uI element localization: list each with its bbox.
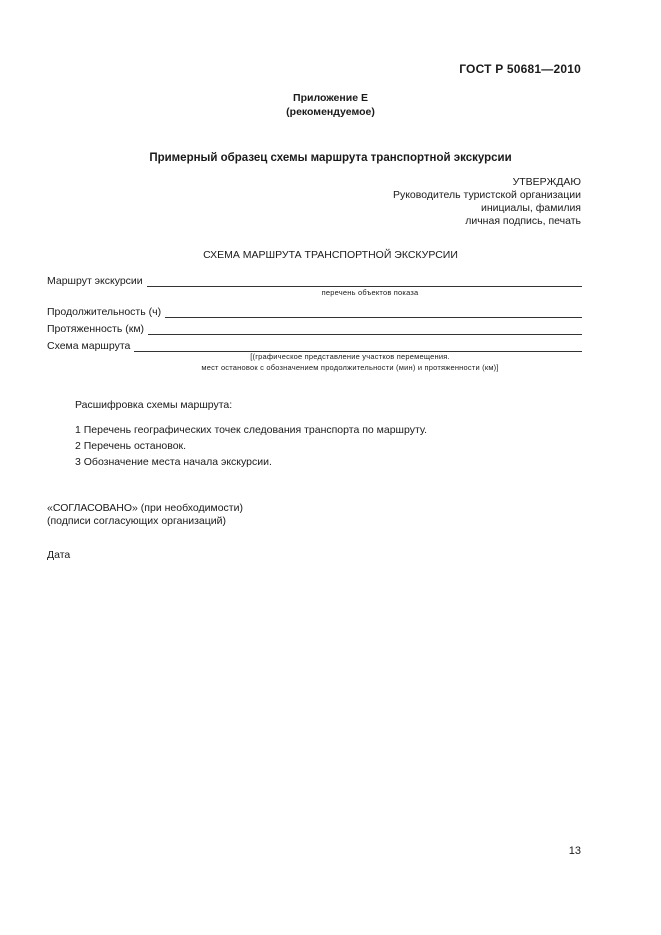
- length-field: [47, 321, 582, 335]
- agreement-line2: (подписи согласующих организаций): [47, 515, 226, 527]
- approval-position: Руководитель туристской организации: [392, 189, 581, 201]
- document-title: Примерный образец схемы маршрута транспортной экскурсии: [149, 152, 512, 164]
- date-label: Дата: [47, 549, 71, 561]
- scheme-hint-line2: мест остановок с обозначением продолжительности (мин) и протяженности (км)]: [201, 363, 499, 372]
- approval-name: инициалы, фамилия: [481, 202, 581, 214]
- decoding-item: 3 Обозначение места начала экскурсии.: [75, 456, 272, 468]
- duration-field: [47, 304, 582, 318]
- duration-underline: [165, 307, 582, 318]
- route-field: [47, 273, 582, 287]
- standard-number: ГОСТ Р 50681—2010: [459, 62, 581, 76]
- appendix-heading: [0, 91, 661, 119]
- decoding-item: 1 Перечень географических точек следования транспорта по маршруту.: [75, 424, 427, 436]
- decoding-heading: Расшифровка схемы маршрута:: [75, 399, 233, 411]
- approval-block: [393, 176, 581, 228]
- appendix-subtitle: (рекомендуемое): [286, 106, 375, 118]
- length-label: Протяженность (км): [47, 323, 145, 335]
- appendix-title: Приложение Е: [293, 92, 368, 104]
- length-underline: [148, 324, 582, 335]
- scheme-label: Схема маршрута: [47, 340, 131, 352]
- duration-label: Продолжительность (ч): [47, 306, 162, 318]
- scheme-title: СХЕМА МАРШРУТА ТРАНСПОРТНОЙ ЭКСКУРСИИ: [203, 249, 458, 261]
- approval-signature: личная подпись, печать: [465, 215, 581, 227]
- route-hint: перечень объектов показа: [321, 288, 419, 297]
- scheme-field: [47, 338, 582, 352]
- scheme-hint-line1: [(графическое представление участков перемещения.: [250, 352, 450, 361]
- scheme-hint: [120, 351, 580, 373]
- route-underline: [147, 276, 582, 287]
- agreement-line1: «СОГЛАСОВАНО» (при необходимости): [47, 502, 243, 514]
- route-label: Маршрут экскурсии: [47, 275, 143, 287]
- page-number: 13: [568, 845, 581, 857]
- approval-heading: УТВЕРЖДАЮ: [512, 176, 581, 188]
- decoding-item: 2 Перечень остановок.: [75, 440, 187, 452]
